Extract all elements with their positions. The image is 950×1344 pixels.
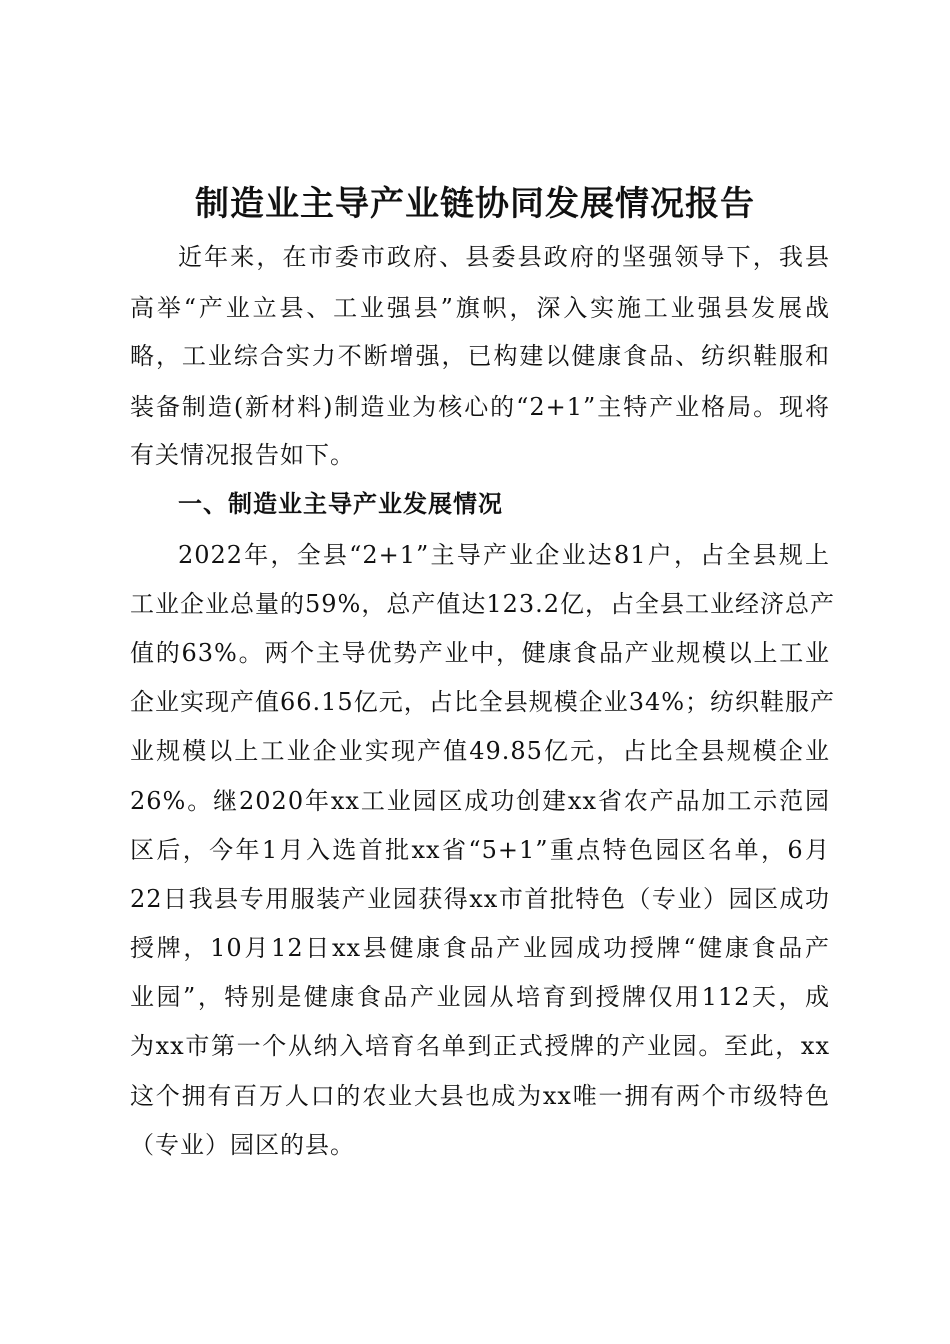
body-line: 业园”，特别是健康食品产业园从培育到授牌仅用112天，成 bbox=[130, 983, 830, 1011]
body-line: 22日我县专用服装产业园获得xx市首批特色（专业）园区成功 bbox=[130, 885, 830, 913]
intro-line: 略，工业综合实力不断增强，已构建以健康食品、纺织鞋服和 bbox=[130, 342, 830, 370]
intro-line: 装备制造(新材料)制造业为核心的“2+1”主特产业格局。现将 bbox=[130, 393, 830, 421]
document-title: 制造业主导产业链协同发展情况报告 bbox=[195, 184, 755, 224]
body-line: （专业）园区的县。 bbox=[130, 1131, 355, 1159]
body-line: 26%。继2020年xx工业园区成功创建xx省农产品加工示范园 bbox=[130, 787, 830, 815]
body-line: 授牌，10月12日xx县健康食品产业园成功授牌“健康食品产 bbox=[130, 934, 830, 962]
body-line: 工业企业总量的59%，总产值达123.2亿，占全县工业经济总产 bbox=[130, 590, 836, 618]
body-line: 业规模以上工业企业实现产值49.85亿元，占比全县规模企业 bbox=[130, 737, 830, 765]
body-line: 区后，今年1月入选首批xx省“5+1”重点特色园区名单，6月 bbox=[130, 836, 830, 864]
body-line: 值的63%。两个主导优势产业中，健康食品产业规模以上工业 bbox=[130, 639, 830, 667]
body-line: 这个拥有百万人口的农业大县也成为xx唯一拥有两个市级特色 bbox=[130, 1082, 830, 1110]
section-heading: 一、制造业主导产业发展情况 bbox=[178, 490, 503, 518]
body-line: 为xx市第一个从纳入培育名单到正式授牌的产业园。至此，xx bbox=[130, 1032, 830, 1060]
body-line: 2022年，全县“2+1”主导产业企业达81户，占全县规上 bbox=[178, 541, 830, 569]
body-line: 企业实现产值66.15亿元，占比全县规模企业34%；纺织鞋服产 bbox=[130, 688, 836, 716]
intro-line: 近年来，在市委市政府、县委县政府的坚强领导下，我县 bbox=[178, 243, 830, 271]
intro-line: 高举“产业立县、工业强县”旗帜，深入实施工业强县发展战 bbox=[130, 294, 830, 322]
intro-line: 有关情况报告如下。 bbox=[130, 441, 355, 469]
